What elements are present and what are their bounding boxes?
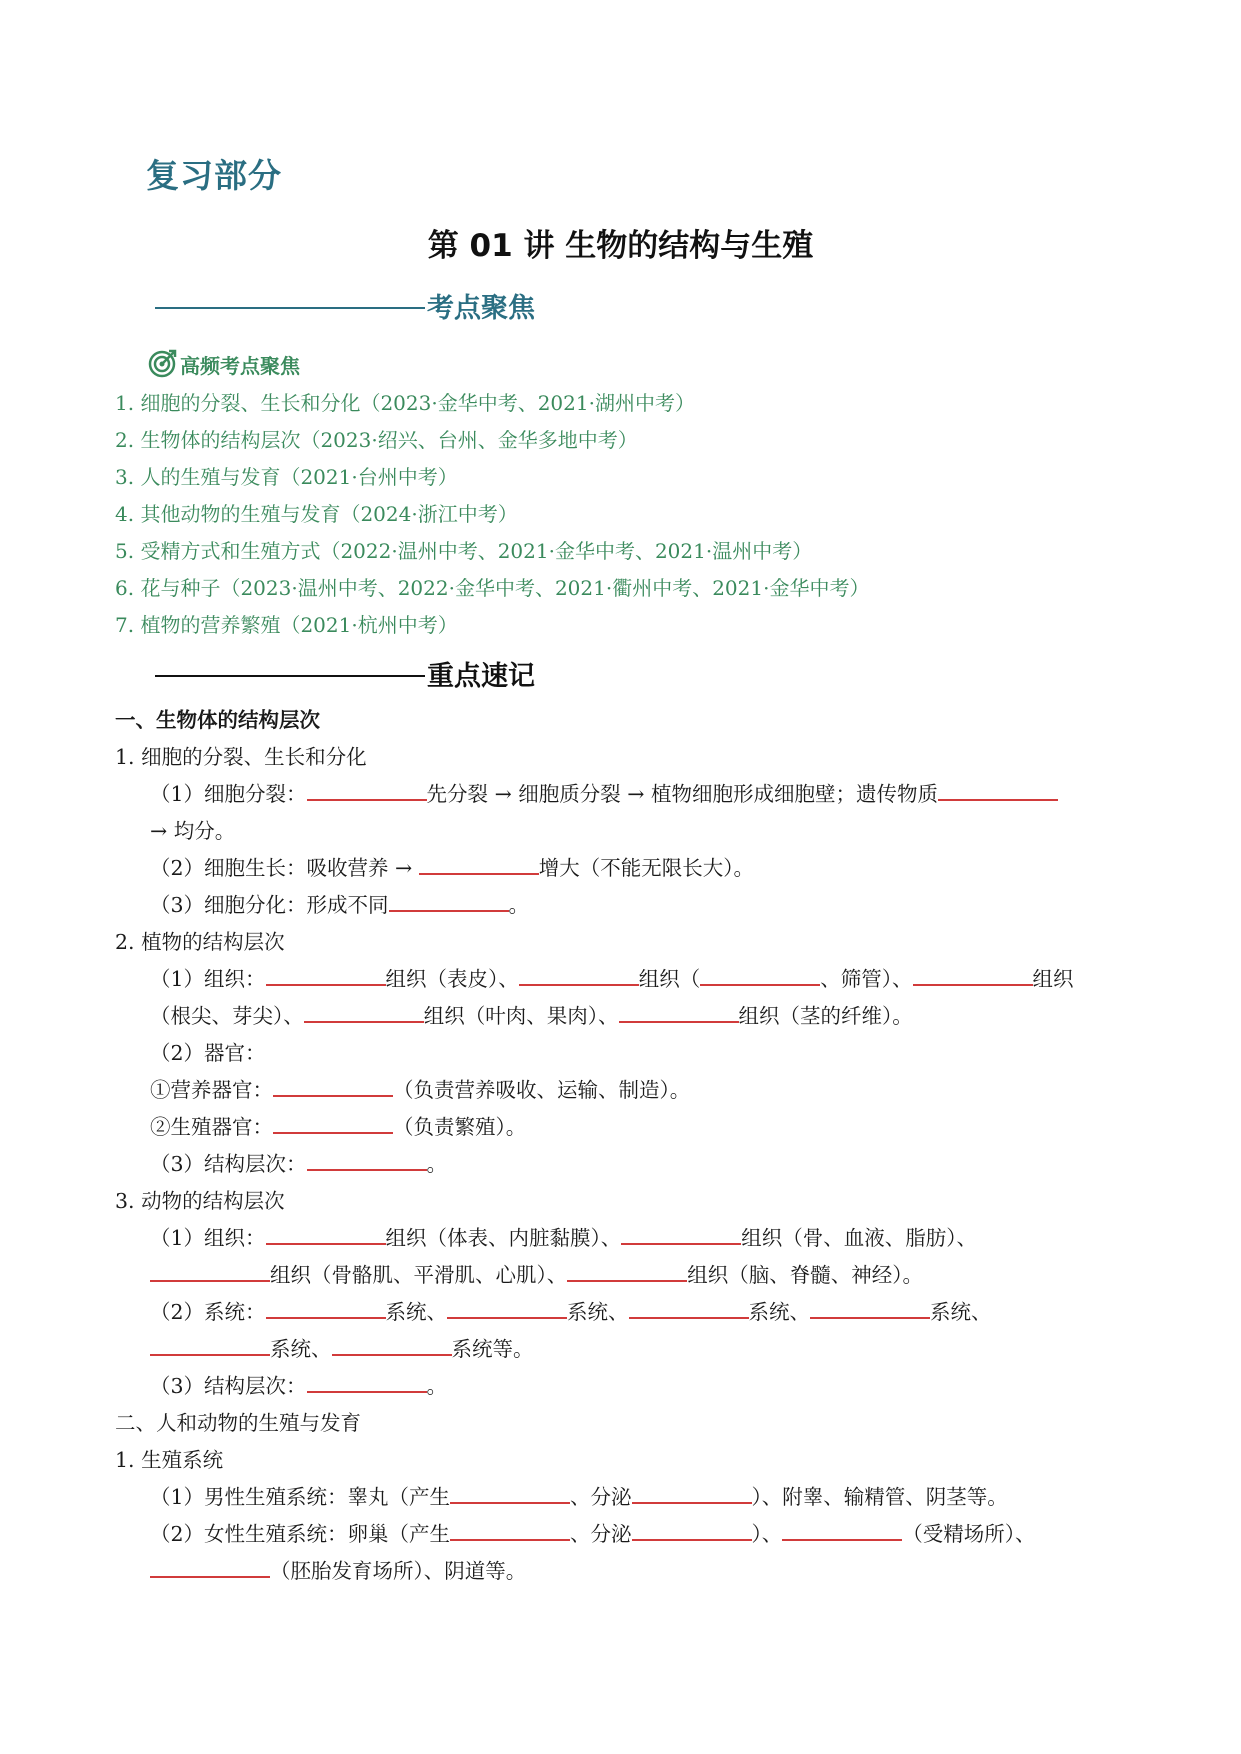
section-rule [155,675,425,677]
note-line: （2）器官： [150,1041,266,1065]
focus-item: 5. 受精方式和生殖方式（2022·温州中考、2021·金华中考、2021·温州中考） [115,539,813,563]
fill-blank[interactable] [450,1519,570,1541]
note-line: （3）结构层次： 。 [150,1147,447,1177]
focus-item: 3. 人的生殖与发育（2021·台州中考） [115,465,458,489]
note-line: （1）组织： 组织（体表、内脏黏膜）、 组织（骨、血液、脂肪）、 [150,1221,977,1251]
fill-blank[interactable] [700,964,820,986]
note-line: （根尖、芽尖）、 组织（叶肉、果肉）、 组织（茎的纤维）。 [150,999,913,1029]
subheading: 1. 细胞的分裂、生长和分化 [115,745,367,769]
focus-item: 6. 花与种子（2023·温州中考、2022·金华中考、2021·衢州中考、2021·金华中考） [115,576,870,600]
note-line: （1）男性生殖系统：睾丸（产生 、分泌 ）、附睾、输精管、阴茎等。 [150,1480,1008,1510]
note-line: → 均分。 [150,819,236,843]
fill-blank[interactable] [419,853,539,875]
note-line: （3）结构层次： 。 [150,1369,447,1399]
fill-blank[interactable] [332,1334,452,1356]
heading-reproduction: 二、人和动物的生殖与发育 [115,1411,361,1435]
section-title: 重点速记 [427,661,535,692]
fill-blank[interactable] [621,1223,741,1245]
section-rule [155,307,425,309]
note-line: （3）细胞分化：形成不同 。 [150,888,529,918]
subheading: 3. 动物的结构层次 [115,1189,285,1213]
fill-blank[interactable] [150,1334,270,1356]
fill-blank[interactable] [810,1297,930,1319]
subheading: 2. 植物的结构层次 [115,930,285,954]
subheading: 1. 生殖系统 [115,1448,224,1472]
heading-structure: 一、生物体的结构层次 [115,708,320,732]
fill-blank[interactable] [629,1297,749,1319]
fill-blank[interactable] [938,779,1058,801]
fill-blank[interactable] [266,1297,386,1319]
fill-blank[interactable] [307,779,427,801]
fill-blank[interactable] [266,1223,386,1245]
fill-blank[interactable] [447,1297,567,1319]
note-line: （1）细胞分裂： 先分裂 → 细胞质分裂 → 植物细胞形成细胞壁；遗传物质 [150,777,1058,807]
focus-item: 4. 其他动物的生殖与发育（2024·浙江中考） [115,502,518,526]
high-freq-label: 高频考点聚焦 [180,354,300,378]
fill-blank[interactable] [307,1149,427,1171]
focus-item: 7. 植物的营养繁殖（2021·杭州中考） [115,613,458,637]
note-line: （2）系统： 系统、 系统、 系统、 系统、 [150,1295,992,1325]
section-header-focus [155,286,535,325]
fill-blank[interactable] [632,1482,752,1504]
fill-blank[interactable] [150,1556,270,1578]
target-icon [148,348,178,378]
section-title: 考点聚焦 [427,293,535,324]
fill-blank[interactable] [632,1519,752,1541]
part-title: 复习部分 [146,156,282,195]
note-line: （胚胎发育场所）、阴道等。 [150,1554,526,1584]
section-header-notes [155,654,535,693]
fill-blank[interactable] [450,1482,570,1504]
fill-blank[interactable] [619,1001,739,1023]
fill-blank[interactable] [389,890,509,912]
note-line: ①营养器官： （负责营养吸收、运输、制造）。 [150,1073,690,1103]
fill-blank[interactable] [150,1260,270,1282]
note-line: （1）组织： 组织（表皮）、 组织（ 、筛管）、 组织 [150,962,1074,992]
fill-blank[interactable] [782,1519,902,1541]
fill-blank[interactable] [266,964,386,986]
note-line: （2）细胞生长：吸收营养 → 增大（不能无限长大）。 [150,851,754,881]
focus-item: 2. 生物体的结构层次（2023·绍兴、台州、金华多地中考） [115,428,638,452]
fill-blank[interactable] [273,1112,393,1134]
lecture-title: 第 01 讲 生物的结构与生殖 [427,228,814,264]
fill-blank[interactable] [273,1075,393,1097]
fill-blank[interactable] [519,964,639,986]
note-line: 组织（骨骼肌、平滑肌、心肌）、 组织（脑、脊髓、神经）。 [150,1258,923,1288]
fill-blank[interactable] [304,1001,424,1023]
note-line: （2）女性生殖系统：卵巢（产生 、分泌 ）、 （受精场所）、 [150,1517,1036,1547]
note-line: 系统、 系统等。 [150,1332,534,1362]
note-line: ②生殖器官： （负责繁殖）。 [150,1110,526,1140]
fill-blank[interactable] [567,1260,687,1282]
high-freq-heading [148,350,300,383]
focus-item: 1. 细胞的分裂、生长和分化（2023·金华中考、2021·湖州中考） [115,391,695,415]
fill-blank[interactable] [307,1371,427,1393]
fill-blank[interactable] [913,964,1033,986]
